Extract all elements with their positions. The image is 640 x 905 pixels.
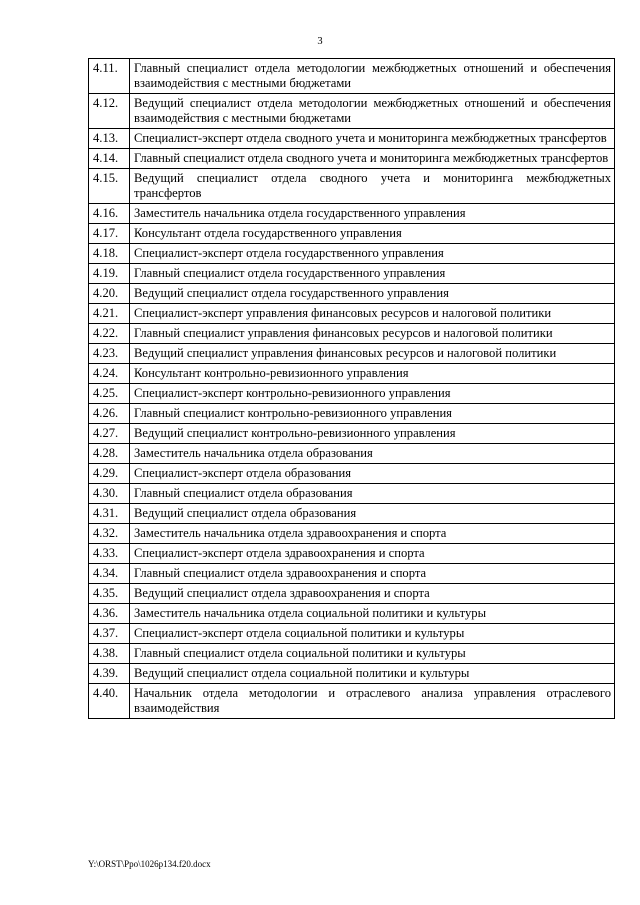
table-row (89, 444, 615, 464)
row-number: 4.40. (89, 684, 130, 719)
row-number: 4.39. (89, 664, 130, 684)
position-title: Заместитель начальника отдела здравоохранения и спорта (130, 524, 615, 544)
row-number: 4.24. (89, 364, 130, 384)
table-row (89, 304, 615, 324)
row-number: 4.15. (89, 169, 130, 204)
position-title: Заместитель начальника отдела социальной политики и культуры (130, 604, 615, 624)
table-row (89, 404, 615, 424)
table-row (89, 169, 615, 204)
position-title: Ведущий специалист контрольно-ревизионного управления (130, 424, 615, 444)
position-title: Главный специалист отдела государственного управления (130, 264, 615, 284)
position-title: Ведущий специалист отдела здравоохранения и спорта (130, 584, 615, 604)
row-number: 4.19. (89, 264, 130, 284)
row-number: 4.12. (89, 94, 130, 129)
table-row (89, 244, 615, 264)
position-title: Консультант контрольно-ревизионного управления (130, 364, 615, 384)
table-row (89, 149, 615, 169)
position-title: Специалист-эксперт отдела образования (130, 464, 615, 484)
position-title: Специалист-эксперт отдела сводного учета и мониторинга межбюджетных трансфертов (130, 129, 615, 149)
table-row (89, 584, 615, 604)
position-title: Специалист-эксперт отдела здравоохранения и спорта (130, 544, 615, 564)
row-number: 4.17. (89, 224, 130, 244)
position-title: Ведущий специалист управления финансовых ресурсов и налоговой политики (130, 344, 615, 364)
position-title: Главный специалист отдела сводного учета и мониторинга межбюджетных трансфертов (130, 149, 615, 169)
position-title: Главный специалист отдела образования (130, 484, 615, 504)
row-number: 4.34. (89, 564, 130, 584)
position-title: Специалист-эксперт отдела социальной политики и культуры (130, 624, 615, 644)
position-title: Специалист-эксперт управления финансовых ресурсов и налоговой политики (130, 304, 615, 324)
row-number: 4.14. (89, 149, 130, 169)
page-number: 3 (317, 36, 323, 47)
row-number: 4.13. (89, 129, 130, 149)
row-number: 4.26. (89, 404, 130, 424)
table-row (89, 684, 615, 719)
table-row (89, 544, 615, 564)
table-body (89, 59, 615, 719)
position-title: Ведущий специалист отдела государственного управления (130, 284, 615, 304)
table-row (89, 284, 615, 304)
row-number: 4.38. (89, 644, 130, 664)
row-number: 4.35. (89, 584, 130, 604)
position-title: Заместитель начальника отдела образования (130, 444, 615, 464)
position-title: Заместитель начальника отдела государственного управления (130, 204, 615, 224)
position-title: Специалист-эксперт контрольно-ревизионного управления (130, 384, 615, 404)
position-title: Начальник отдела методологии и отраслевого анализа управления отраслевого взаимодействия (130, 684, 615, 719)
table-row (89, 224, 615, 244)
row-number: 4.21. (89, 304, 130, 324)
table-row (89, 94, 615, 129)
position-title: Главный специалист управления финансовых ресурсов и налоговой политики (130, 324, 615, 344)
positions-table (88, 58, 615, 719)
table-row (89, 524, 615, 544)
table-row (89, 59, 615, 94)
row-number: 4.28. (89, 444, 130, 464)
table-row (89, 129, 615, 149)
table-row (89, 464, 615, 484)
position-title: Главный специалист контрольно-ревизионного управления (130, 404, 615, 424)
row-number: 4.32. (89, 524, 130, 544)
row-number: 4.36. (89, 604, 130, 624)
table-row (89, 324, 615, 344)
row-number: 4.23. (89, 344, 130, 364)
row-number: 4.11. (89, 59, 130, 94)
position-title: Главный специалист отдела методологии межбюджетных отношений и обеспечения взаимодействия с местными бюджетами (130, 59, 615, 94)
row-number: 4.31. (89, 504, 130, 524)
position-title: Консультант отдела государственного управления (130, 224, 615, 244)
row-number: 4.25. (89, 384, 130, 404)
position-title: Ведущий специалист отдела сводного учета и мониторинга межбюджетных трансфертов (130, 169, 615, 204)
table-row (89, 624, 615, 644)
table-row (89, 204, 615, 224)
row-number: 4.20. (89, 284, 130, 304)
table-row (89, 364, 615, 384)
table-row (89, 424, 615, 444)
table-row (89, 484, 615, 504)
position-title: Главный специалист отдела здравоохранения и спорта (130, 564, 615, 584)
table-row (89, 664, 615, 684)
table-row (89, 344, 615, 364)
position-title: Главный специалист отдела социальной политики и культуры (130, 644, 615, 664)
row-number: 4.18. (89, 244, 130, 264)
position-title: Ведущий специалист отдела социальной политики и культуры (130, 664, 615, 684)
position-title: Ведущий специалист отдела методологии межбюджетных отношений и обеспечения взаимодействия с местными бюджетами (130, 94, 615, 129)
table-row (89, 604, 615, 624)
row-number: 4.16. (89, 204, 130, 224)
table-row (89, 264, 615, 284)
row-number: 4.33. (89, 544, 130, 564)
row-number: 4.29. (89, 464, 130, 484)
footer-file-path: Y:\ORST\Ppo\1026p134.f20.docx (88, 859, 211, 869)
position-title: Специалист-эксперт отдела государственного управления (130, 244, 615, 264)
table-row (89, 644, 615, 664)
row-number: 4.30. (89, 484, 130, 504)
row-number: 4.22. (89, 324, 130, 344)
table-row (89, 564, 615, 584)
table-row (89, 384, 615, 404)
row-number: 4.37. (89, 624, 130, 644)
row-number: 4.27. (89, 424, 130, 444)
table-row (89, 504, 615, 524)
position-title: Ведущий специалист отдела образования (130, 504, 615, 524)
